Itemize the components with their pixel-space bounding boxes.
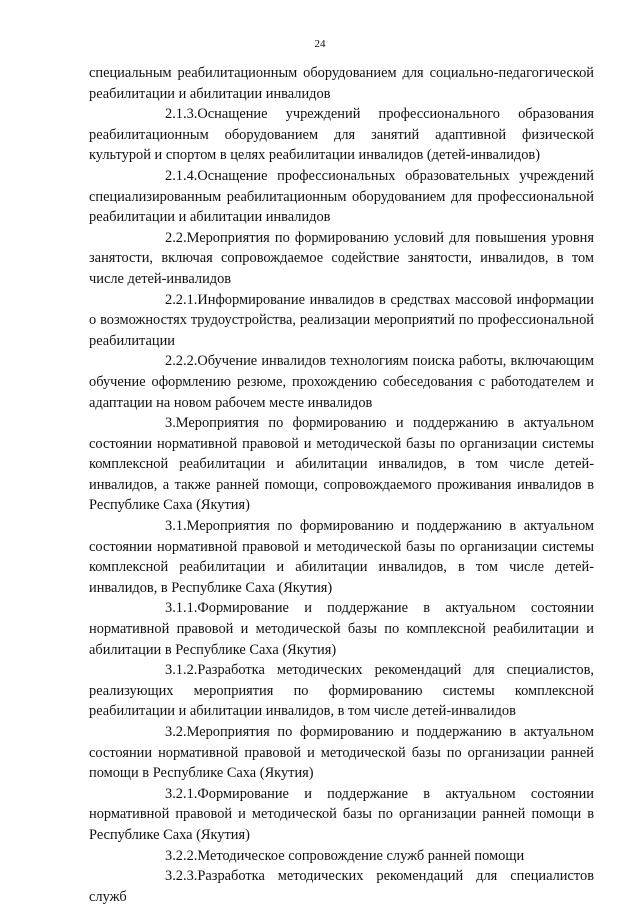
paragraph-number: 3.2.1. <box>165 785 198 802</box>
paragraph-text: Мероприятия по формированию и поддержанию в актуальном состоянии нормативной правовой и методической базы по организации системы комплексной реабилитации и абилитации инвалидов, в том числе детей-инвалидов, в Республике Саха (Якутия) <box>89 518 594 596</box>
paragraph-text: Мероприятия по формированию условий для повышения уровня занятости, включая сопровождаемое содействие занятости, инвалидов, в том числе детей-инвалидов <box>89 229 594 287</box>
document-body <box>89 63 594 907</box>
paragraph-text: Оснащение профессиональных образовательных учреждений специализированным реабилитационным оборудованием для профессиональной реабилитации и абилитации инвалидов <box>89 167 594 226</box>
paragraph-3-2-2 <box>89 846 594 867</box>
paragraph-3 <box>89 413 594 516</box>
paragraph-number: 3.1.1. <box>165 600 198 617</box>
paragraph-text: Информирование инвалидов в средствах массовой информации о возможностях трудоустройства, реализации мероприятий по профессиональной реабилитации <box>89 291 594 349</box>
paragraph-number: 2.2.2. <box>165 353 198 370</box>
paragraph-text: Мероприятия по формированию и поддержанию в актуальном состоянии нормативной правовой и методической базы по организации ранней помощи в Республике Саха (Якутия) <box>89 724 594 782</box>
paragraph-text: Разработка методических рекомендаций для специалистов служб <box>89 868 594 905</box>
paragraph-text: специальным реабилитационным оборудованием для социально-педагогической реабилитации и абилитации инвалидов <box>89 65 594 102</box>
paragraph-number: 2.2.1. <box>165 291 198 308</box>
paragraph-3-2-3 <box>89 866 594 907</box>
paragraph-number: 3.2.3. <box>165 868 198 885</box>
paragraph-2-2 <box>89 228 594 290</box>
paragraph-number: 2.2. <box>165 229 187 246</box>
paragraph-text: Формирование и поддержание в актуальном состоянии нормативной правовой и методической базы по комплексной реабилитации и абилитации в Республике Саха (Якутия) <box>89 600 594 658</box>
paragraph-number: 3.1. <box>165 518 187 535</box>
paragraph-3-1 <box>89 516 594 598</box>
paragraph-number: 2.1.4. <box>165 167 198 184</box>
paragraph-number: 3.1.2. <box>165 662 198 679</box>
paragraph-text: Методическое сопровождение служб ранней помощи <box>197 847 525 864</box>
paragraph-3-1-2 <box>89 660 594 722</box>
paragraph-number: 3.2.2. <box>165 847 198 864</box>
paragraph-number: 2.1.3. <box>165 106 198 123</box>
paragraph-text: Обучение инвалидов технологиям поиска работы, включающим обучение оформлению резюме, прохождению собеседования с работодателем и адаптации на новом рабочем месте инвалидов <box>89 353 594 411</box>
paragraph-2-2-1 <box>89 290 594 352</box>
paragraph-text: Формирование и поддержание в актуальном состоянии нормативной правовой и методической базы по организации ранней помощи в Республике Саха (Якутия) <box>89 785 594 843</box>
paragraph-3-1-1 <box>89 598 594 660</box>
paragraph-text: Оснащение учреждений профессионального образования реабилитационным оборудованием для занятий адаптивной физической культурой и спортом в целях реабилитации инвалидов (детей-инвалидов) <box>89 106 594 164</box>
paragraph-text: Разработка методических рекомендаций для специалистов, реализующих мероприятия по формированию системы комплексной реабилитации и абилитации инвалидов, в том числе детей-инвалидов <box>89 662 594 720</box>
paragraph-3-2-1 <box>89 784 594 846</box>
paragraph-2-2-2 <box>89 351 594 413</box>
paragraph-2-1-4 <box>89 166 594 228</box>
paragraph-2-1-3 <box>89 104 594 166</box>
paragraph-3-2 <box>89 722 594 784</box>
paragraph-number: 3. <box>165 415 176 432</box>
paragraph-text: Мероприятия по формированию и поддержанию в актуальном состоянии нормативной правовой и методической базы по организации системы комплексной реабилитации и абилитации инвалидов, в том числе детей-инвалидов, а также ранней помощи, сопровождаемого проживания инвалидов в Республике Саха (Якутия) <box>89 415 594 514</box>
page-number: 24 <box>314 38 326 50</box>
paragraph-number: 3.2. <box>165 724 187 740</box>
paragraph-continuation <box>89 63 594 104</box>
